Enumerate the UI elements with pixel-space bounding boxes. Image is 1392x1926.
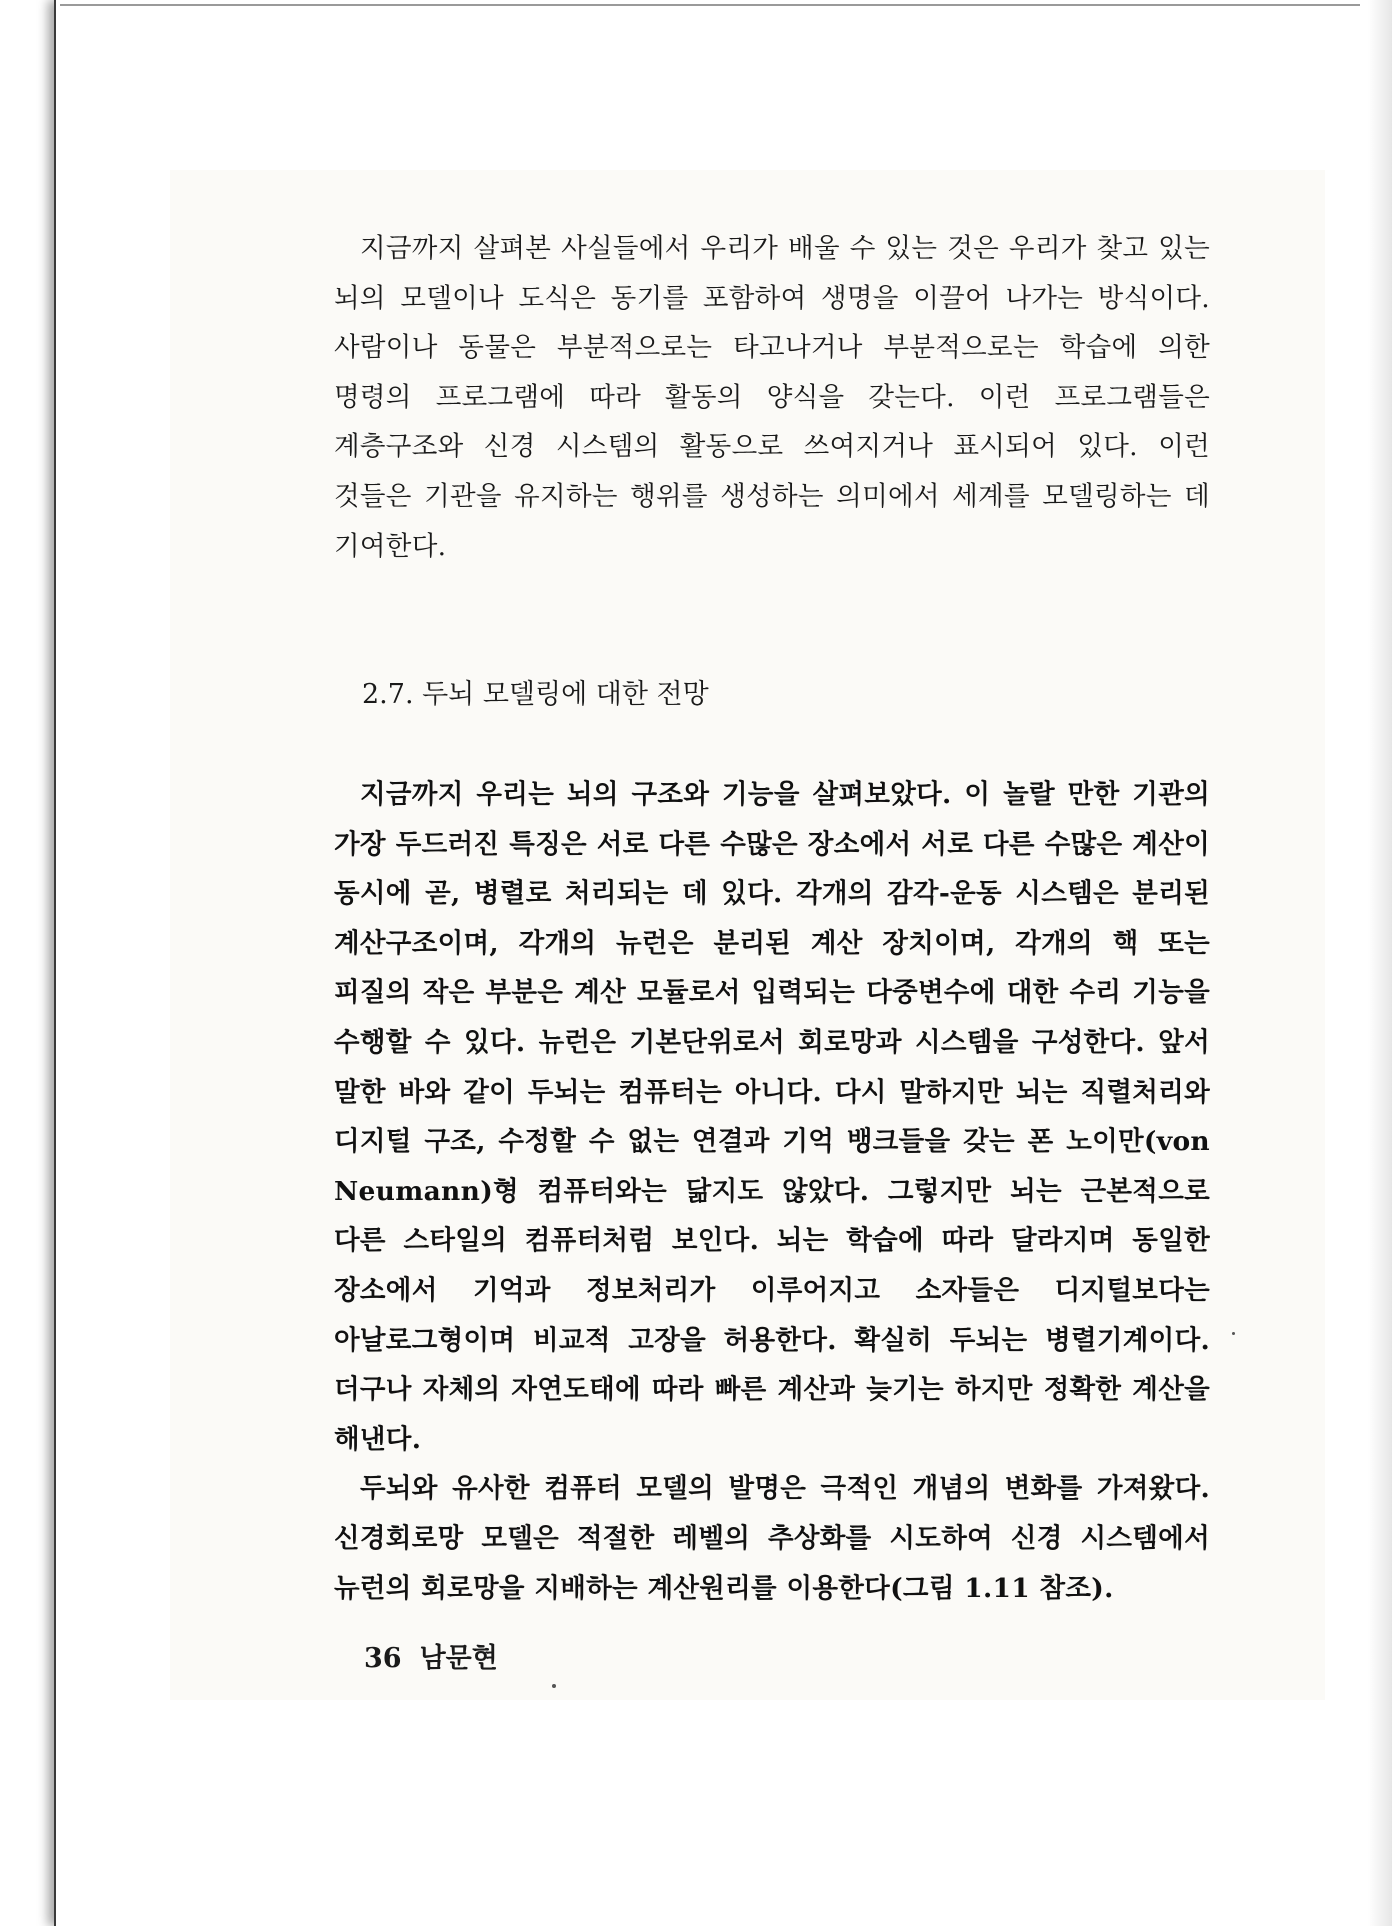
section-heading: 2.7. 두뇌 모델링에 대한 전망 (362, 679, 709, 710)
paragraph-2: 지금까지 우리는 뇌의 구조와 기능을 살펴보았다. 이 놀랄 만한 기관의 가장 두드러진 특징은 서로 다른 수많은 장소에서 서로 다른 수많은 계산이 동시에 곧, 병렬로 처리되는 데 있다. 각개의 감각-운동 시스템은 분리된 계산구조이며, 각개의 뉴런은 분리된 계산 장치이며, 각개의 핵 또는 피질의 작은 부분은 계산 모듈로서 입력되는 다중변수에 대한 수리 기능을 수행할 수 있다. 뉴런은 기본단위로서 회로망과 시스템을 구성한다. 앞서 말한 바와 같이 두뇌는 컴퓨터는 아니다. 다시 말하지만 뇌는 직렬처리와 디지털 구조, 수정할 수 없는 연결과 기억 뱅크들을 갖는 폰 노이만(von Neumann)형 컴퓨터와는 닮지도 않았다. 그렇지만 뇌는 근본적으로 다른 스타일의 컴퓨터처럼 보인다. 뇌는 학습에 따라 달라지며 동일한 장소에서 기억과 정보처리가 이루어지고 소자들은 디지털보다는 아날로그형이며 비교적 고장을 허용한다. 확실히 두뇌는 병렬기계이다. 더구나 자체의 자연도태에 따라 빠른 계산과 늦기는 하지만 정확한 계산을 해낸다. (334, 779, 1210, 1455)
scan-speck (552, 1684, 556, 1688)
paragraph-3: 두뇌와 유사한 컴퓨터 모델의 발명은 극적인 개념의 변화를 가져왔다. 신경회로망 모델은 적절한 레벨의 추상화를 시도하여 신경 시스템에서 뉴런의 회로망을 지배하는 계산원리를 이용한다(그림 1.11 참조). (334, 1473, 1210, 1604)
bottom-text-block (334, 770, 1210, 1613)
top-text-block (334, 224, 1210, 571)
page-right-shadow (1368, 0, 1392, 1926)
viewer-background (0, 0, 54, 1926)
scan-speck (1232, 1332, 1235, 1335)
page-top-border (60, 4, 1360, 6)
page-footer (364, 1636, 516, 1675)
page-number: 36 (364, 1643, 402, 1674)
footer-author: 남문현 (419, 1643, 498, 1674)
paragraph-1: 지금까지 살펴본 사실들에서 우리가 배울 수 있는 것은 우리가 찾고 있는 뇌의 모델이나 도식은 동기를 포함하여 생명을 이끌어 나가는 방식이다. 사람이나 동물은 부분적으로는 타고나거나 부분적으로는 학습에 의한 명령의 프로그램에 따라 활동의 양식을 갖는다. 이런 프로그램들은 계층구조와 신경 시스템의 활동으로 쓰여지거나 표시되어 있다. 이런 것들은 기관을 유지하는 행위를 생성하는 의미에서 세계를 모델링하는 데 기여한다. (334, 233, 1210, 562)
